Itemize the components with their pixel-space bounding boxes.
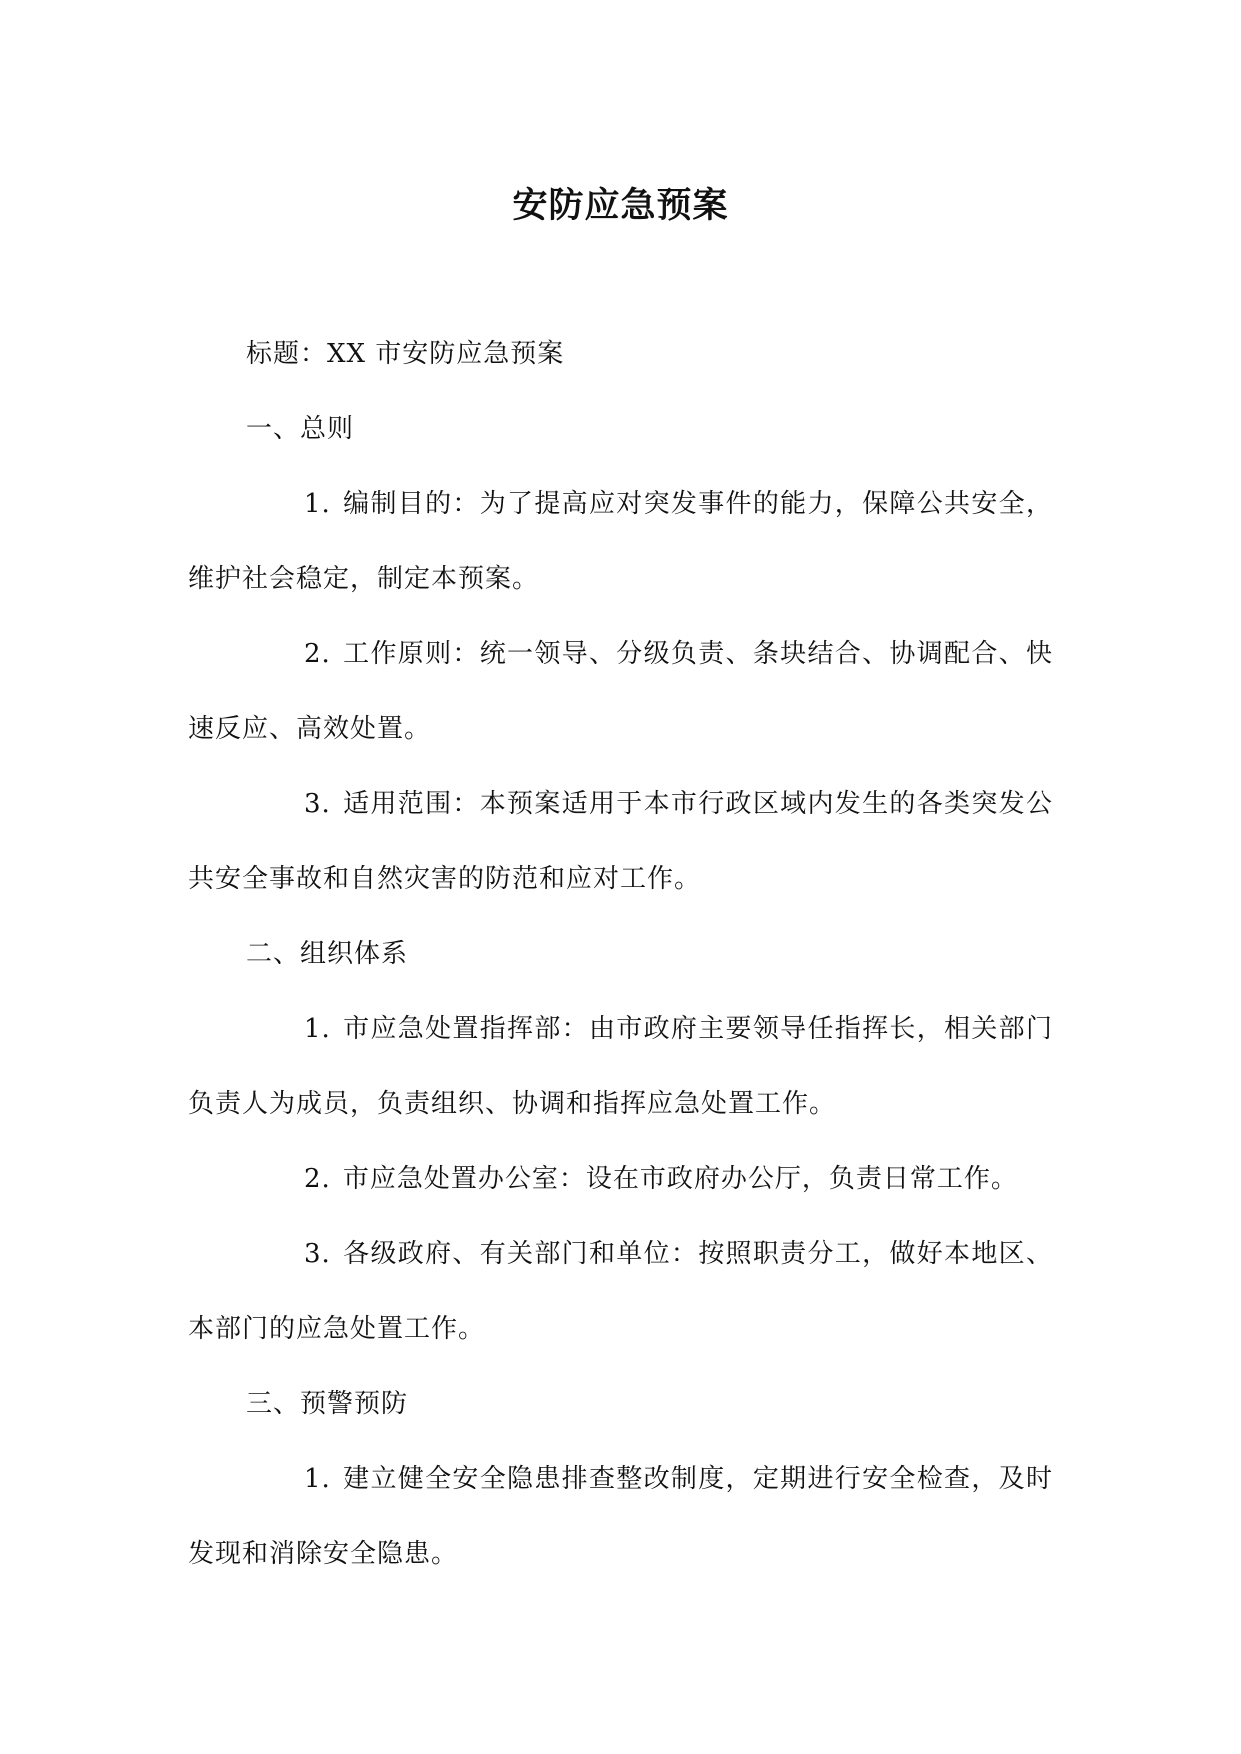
paragraph-number: 2. xyxy=(304,1164,331,1194)
paragraph-inspection xyxy=(188,1442,1053,1592)
paragraph-title-line xyxy=(188,317,1053,392)
paragraph-text: 市应急处置办公室：设在市政府办公厅，负责日常工作。 xyxy=(342,1164,1018,1194)
paragraph-text: 三、预警预防 xyxy=(246,1389,409,1419)
paragraph-number: 3. xyxy=(304,1239,331,1269)
section-heading-warning xyxy=(188,1367,1053,1442)
paragraph-scope xyxy=(188,767,1053,917)
paragraph-text: 标题：XX 市安防应急预案 xyxy=(246,339,565,369)
paragraph-number: 3. xyxy=(304,789,331,819)
paragraph-text: 工作原则：统一领导、分级负责、条块结合、协调配合、快速反应、高效处置。 xyxy=(188,639,1053,744)
paragraph-text: 市应急处置指挥部：由市政府主要领导任指挥长，相关部门负责人为成员，负责组织、协调和指挥应急处置工作。 xyxy=(188,1014,1053,1119)
paragraph-text: 编制目的：为了提高应对突发事件的能力，保障公共安全，维护社会稳定，制定本预案。 xyxy=(188,489,1053,594)
paragraph-text: 二、组织体系 xyxy=(246,939,409,969)
paragraph-number: 1. xyxy=(304,1014,331,1044)
section-heading-general xyxy=(188,392,1053,467)
paragraph-office xyxy=(188,1142,1053,1217)
paragraph-principles xyxy=(188,617,1053,767)
paragraph-number: 1. xyxy=(304,489,331,519)
document-title: 安防应急预案 xyxy=(512,186,729,226)
paragraph-command-center xyxy=(188,992,1053,1142)
paragraph-number: 2. xyxy=(304,639,331,669)
paragraph-text: 一、总则 xyxy=(246,414,355,444)
paragraph-number: 1. xyxy=(304,1464,331,1494)
paragraph-text: 建立健全安全隐患排查整改制度，定期进行安全检查，及时发现和消除安全隐患。 xyxy=(188,1464,1053,1569)
section-heading-organization xyxy=(188,917,1053,992)
paragraph-text: 适用范围：本预案适用于本市行政区域内发生的各类突发公共安全事故和自然灾害的防范和应对工作。 xyxy=(188,789,1053,894)
paragraph-purpose xyxy=(188,467,1053,617)
paragraph-text: 各级政府、有关部门和单位：按照职责分工，做好本地区、本部门的应急处置工作。 xyxy=(188,1239,1053,1344)
paragraph-departments xyxy=(188,1217,1053,1367)
document-body xyxy=(188,317,1053,1592)
